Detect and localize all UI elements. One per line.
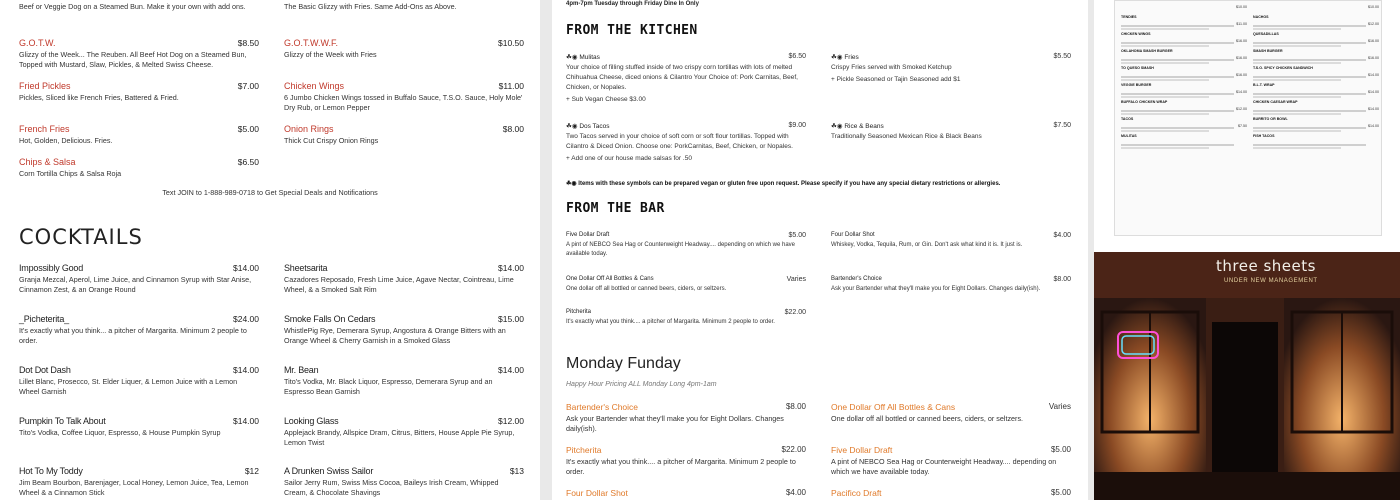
printed-item-price: $12.00 bbox=[1236, 107, 1247, 111]
monday-item bbox=[566, 445, 806, 478]
vegan-gluten-free-icon: ☘◉ bbox=[566, 181, 577, 187]
printed-menu-row bbox=[1253, 5, 1379, 18]
menu-item bbox=[19, 38, 259, 71]
item-price: Varies bbox=[1048, 402, 1071, 411]
cocktail-item bbox=[19, 416, 259, 438]
item-name: Five Dollar Draft bbox=[566, 232, 610, 238]
monday-item bbox=[566, 488, 806, 498]
printed-menu-row bbox=[1253, 73, 1379, 86]
item-price: $15.00 bbox=[498, 314, 524, 324]
storefront-sign: three sheets bbox=[1216, 257, 1316, 275]
item-name: Bartender's Choice bbox=[566, 402, 639, 412]
item-name: French Fries bbox=[19, 124, 70, 134]
item-description: Ask your Bartender what they'll make you for Eight Dollars. Changes daily(ish). bbox=[831, 286, 1041, 292]
item-description: It's exactly what you think.... a pitcher of Margarita. Minimum 2 people to order. bbox=[566, 457, 796, 477]
item-description: It's exactly what you think.... a pitcher of Margarita. Minimum 2 people to order. bbox=[566, 319, 775, 325]
cocktail-item bbox=[19, 365, 259, 398]
item-price: $8.50 bbox=[237, 38, 259, 48]
item-name: Pitcherita bbox=[566, 309, 592, 315]
printed-item-name: BURRITO OR BOWL bbox=[1253, 117, 1288, 121]
item-name: Smoke Falls On Cedars bbox=[284, 314, 376, 324]
item-description: Pickles, Sliced like French Fries, Battered & Fried. bbox=[19, 93, 179, 102]
printed-item-price: $16.00 bbox=[1236, 73, 1247, 77]
printed-item-name: VEGGIE BURGER bbox=[1121, 83, 1152, 87]
cocktail-item bbox=[284, 263, 524, 296]
printed-menu-row bbox=[1253, 90, 1379, 103]
storefront-photo bbox=[1094, 252, 1400, 500]
printed-item-name: TENDIES bbox=[1121, 15, 1137, 19]
printed-item-name: CHICKEN CAESAR WRAP bbox=[1253, 100, 1298, 104]
item-addon: + Pickle Seasoned or Tajin Seasoned add $1 bbox=[831, 76, 961, 84]
monday-item bbox=[831, 488, 1071, 498]
printed-item-price: $12.00 bbox=[1368, 22, 1379, 26]
printed-menu-row bbox=[1121, 107, 1247, 120]
printed-item-name: TACOS bbox=[1121, 117, 1134, 121]
item-description: A pint of NEBCO Sea Hag or Counterweight Headway.... depending on which we have available today. bbox=[566, 242, 796, 258]
monday-item bbox=[831, 445, 1071, 478]
item-name: Onion Rings bbox=[284, 124, 334, 134]
sms-notice: Text JOIN to 1-888-989-0718 to Get Special Deals and Notifications bbox=[162, 188, 378, 197]
item-price: $7.50 bbox=[1053, 122, 1071, 129]
item-price: Varies bbox=[786, 276, 806, 283]
cocktail-item bbox=[284, 314, 524, 347]
item-price: $5.50 bbox=[1053, 53, 1071, 60]
item-name: A Drunken Swiss Sailor bbox=[284, 466, 374, 476]
item-description: Two Tacos served in your choice of soft corn or soft flour tortillas. Topped with Cilantro & Diced Onion. Choose one: PorkCarnitas, Beef, Chicken, or Nopales. bbox=[566, 133, 793, 151]
printed-menu-row bbox=[1253, 124, 1379, 137]
printed-item-name: FISH TACOS bbox=[1253, 134, 1275, 138]
monday-item bbox=[831, 402, 1071, 424]
dietary-note-text: Items with these symbols can be prepared vegan or gluten free upon request. Please specify if you have any special dietary restrictions or allergies. bbox=[578, 181, 1001, 187]
item-name: Sheetsarita bbox=[284, 263, 328, 273]
item-price: $6.50 bbox=[788, 53, 806, 60]
item-name: Looking Glass bbox=[284, 416, 339, 426]
item-name: One Dollar Off All Bottles & Cans bbox=[566, 276, 654, 282]
printed-menu-row bbox=[1253, 39, 1379, 52]
item-description: Granja Mezcal, Aperol, Lime Juice, and Cinnamon Syrup with Star Anise, Cinnamon Zest, & an Orange Round bbox=[19, 275, 252, 295]
item-name: Fries bbox=[844, 54, 859, 61]
menu-item bbox=[284, 81, 524, 114]
item-name: Chicken Wings bbox=[284, 81, 345, 91]
item-name: Dos Tacos bbox=[579, 123, 610, 130]
printed-item-price: $14.00 bbox=[1368, 90, 1379, 94]
item-description: One dollar off all bottled or canned beers, ciders, or seltzers. bbox=[566, 286, 727, 292]
item-name: Fried Pickles bbox=[19, 81, 71, 91]
cocktails-heading: COCKTAILS bbox=[19, 225, 143, 249]
item-description: Whiskey, Vodka, Tequila, Rum, or Gin. Don't ask what kind it is. It just is. bbox=[831, 242, 1023, 248]
item-name: G.O.T.W.W.F. bbox=[284, 38, 338, 48]
printed-item-price: $16.00 bbox=[1236, 39, 1247, 43]
kitchen-item bbox=[831, 53, 1071, 85]
item-name: G.O.T.W. bbox=[19, 38, 56, 48]
printed-item-price: $10.00 bbox=[1368, 5, 1379, 9]
printed-item-name: TO QUESO SMASH bbox=[1121, 66, 1154, 70]
printed-menu-image bbox=[1114, 0, 1382, 236]
vegan-gluten-free-icon: ☘◉ bbox=[566, 54, 578, 61]
item-description: Your choice of filling stuffed inside of two crispy corn tortillas with lots of melted Chihuahua Cheese, diced onions & Cilantro Your Choice of: Pork Carnitas, Beef, Chicken, or Nopales. bbox=[566, 64, 798, 92]
item-price: $5.00 bbox=[237, 124, 259, 134]
printed-item-name: QUESADILLAS bbox=[1253, 32, 1279, 36]
printed-item-name: CHICKEN WINGS bbox=[1121, 32, 1151, 36]
printed-menu-row bbox=[1121, 5, 1247, 18]
printed-item-price: $16.00 bbox=[1368, 56, 1379, 60]
printed-menu-row bbox=[1121, 22, 1247, 35]
item-price: $12.00 bbox=[498, 416, 524, 426]
printed-item-price: $10.00 bbox=[1236, 5, 1247, 9]
printed-menu-row bbox=[1121, 56, 1247, 69]
item-addon: + Add one of our house made salsas for .50 bbox=[566, 155, 692, 163]
item-description: 6 Jumbo Chicken Wings tossed in Buffalo Sauce, T.S.O. Sauce, Holy Mole' Dry Rub, or Lemon Pepper bbox=[284, 93, 523, 113]
item-price: $6.50 bbox=[237, 157, 259, 167]
item-description: Tito's Vodka, Mr. Black Liquor, Espresso, Demerara Syrup and an Espresso Bean Garnish bbox=[284, 377, 493, 397]
dietary-note bbox=[566, 180, 1000, 187]
item-price: $8.00 bbox=[785, 402, 806, 411]
item-description: Hot, Golden, Delicious. Fries. bbox=[19, 136, 113, 145]
item-price: $14.00 bbox=[498, 263, 524, 273]
bar-item bbox=[831, 276, 1071, 294]
printed-item-name: OKLAHOMA SMASH BURGER bbox=[1121, 49, 1173, 53]
item-description: WhistlePig Rye, Demerara Syrup, Angostura & Orange Bitters with an Orange Wheel & Cherry Garnish in a Smoked Glass bbox=[284, 326, 506, 346]
vegan-gluten-free-icon: ☘◉ bbox=[831, 54, 843, 61]
item-price: $5.00 bbox=[1050, 445, 1071, 454]
item-description: Glizzy of the Week... The Reuben. All Beef Hot Dog on a Steamed Bun, Topped with Mustard, Slaw, Pickles, & Melted Swiss Cheese. bbox=[19, 50, 247, 70]
item-price: $5.00 bbox=[1050, 488, 1071, 497]
printed-item-price: $16.00 bbox=[1236, 56, 1247, 60]
cocktail-item bbox=[284, 416, 524, 449]
vegan-gluten-free-icon: ☘◉ bbox=[831, 123, 843, 130]
item-description: Traditionally Seasoned Mexican Rice & Black Beans bbox=[831, 133, 982, 140]
printed-menu-row bbox=[1121, 39, 1247, 52]
item-description: A pint of NEBCO Sea Hag or Counterweight Headway.... depending on which we have available today. bbox=[831, 457, 1057, 477]
printed-menu-left-column bbox=[1121, 5, 1247, 141]
item-description: Tito's Vodka, Coffee Liquor, Espresso, & House Pumpkin Syrup bbox=[19, 428, 221, 437]
printed-item-name: T.S.O. SPICY CHICKEN SANDWICH bbox=[1253, 66, 1313, 70]
storefront-subsign: UNDER NEW MANAGEMENT bbox=[1224, 278, 1318, 284]
item-price: $13 bbox=[509, 466, 524, 476]
menu-item bbox=[19, 124, 259, 146]
printed-menu-right-column bbox=[1253, 5, 1379, 141]
printed-item-price: $11.00 bbox=[1236, 22, 1247, 26]
kitchen-heading: FROM THE KITCHEN bbox=[566, 23, 698, 38]
storefront-illustration bbox=[1094, 252, 1400, 500]
item-description: Ask your Bartender what they'll make you for Eight Dollars. Changes daily(ish). bbox=[566, 414, 784, 434]
item-name: Pumpkin To Talk About bbox=[19, 416, 106, 426]
item-description: Beef or Veggie Dog on a Steamed Bun. Make it your own with add ons. bbox=[19, 2, 246, 11]
printed-item-name: BUFFALO CHICKEN WRAP bbox=[1121, 100, 1168, 104]
item-name: Dot Dot Dash bbox=[19, 365, 71, 375]
cocktail-item bbox=[19, 466, 259, 499]
menu-item bbox=[19, 0, 259, 12]
item-price: $7.00 bbox=[237, 81, 259, 91]
item-description: Thick Cut Crispy Onion Rings bbox=[284, 136, 379, 145]
item-name: Impossibly Good bbox=[19, 263, 84, 273]
bar-item bbox=[566, 276, 806, 294]
printed-item-name: SMASH BURGER bbox=[1253, 49, 1283, 53]
item-price: $24.00 bbox=[233, 314, 259, 324]
item-price: $10.50 bbox=[498, 38, 524, 48]
menu-panel-food-cocktails bbox=[0, 0, 540, 500]
printed-item-name: NACHOS bbox=[1253, 15, 1269, 19]
item-price: $14.00 bbox=[498, 365, 524, 375]
item-price: $14.00 bbox=[233, 263, 259, 273]
printed-item-price: $16.00 bbox=[1368, 39, 1379, 43]
item-description: Cazadores Reposado, Fresh Lime Juice, Agave Nectar, Cointreau, Lime Wheel, & a Smoked Salt Rim bbox=[284, 275, 514, 295]
printed-menu-row bbox=[1121, 90, 1247, 103]
item-price: $5.00 bbox=[788, 232, 806, 239]
printed-item-price: $14.00 bbox=[1368, 107, 1379, 111]
printed-menu-row bbox=[1253, 22, 1379, 35]
printed-item-name: B.L.T. WRAP bbox=[1253, 83, 1275, 87]
vegan-gluten-free-icon: ☘◉ bbox=[566, 123, 578, 130]
item-description: Corn Tortilla Chips & Salsa Roja bbox=[19, 169, 122, 178]
item-description: It's exactly what you think... a pitcher of Margarita. Minimum 2 people to order. bbox=[19, 326, 247, 346]
item-price: $14.00 bbox=[233, 365, 259, 375]
item-name: Rice & Beans bbox=[844, 123, 884, 130]
item-name: Chips & Salsa bbox=[19, 157, 76, 167]
item-price: $11.00 bbox=[498, 81, 524, 91]
item-price: $4.00 bbox=[785, 488, 806, 497]
printed-menu-row bbox=[1253, 107, 1379, 120]
printed-menu-row bbox=[1253, 56, 1379, 69]
cocktail-item bbox=[19, 314, 259, 347]
menu-item bbox=[284, 124, 524, 146]
item-description: Lillet Blanc, Prosecco, St. Elder Liquer, & Lemon Juice with a Lemon Wheel Garnish bbox=[19, 377, 238, 397]
item-price: $8.00 bbox=[502, 124, 524, 134]
item-description: Crispy Fries served with Smoked Ketchup bbox=[831, 64, 952, 71]
menu-item bbox=[284, 38, 524, 60]
item-name: Pitcherita bbox=[566, 445, 602, 455]
printed-item-price: $14.00 bbox=[1368, 124, 1379, 128]
cocktail-item bbox=[19, 263, 259, 296]
menu-item bbox=[284, 0, 524, 12]
item-name: Four Dollar Shot bbox=[831, 232, 875, 238]
item-name: Bartender's Choice bbox=[831, 276, 882, 282]
kitchen-item bbox=[566, 53, 806, 105]
printed-item-name: MULITAS bbox=[1121, 134, 1137, 138]
item-name: Pacifico Draft bbox=[831, 488, 882, 498]
printed-item-price: $14.00 bbox=[1368, 73, 1379, 77]
item-price: $4.00 bbox=[1053, 232, 1071, 239]
kitchen-item bbox=[566, 122, 806, 164]
item-description: Glizzy of the Week with Fries bbox=[284, 50, 377, 59]
item-description: Applejack Brandy, Allspice Dram, Citrus, Bitters, House Apple Pie Syrup, Lemon Twist bbox=[284, 428, 515, 448]
printed-item-price: $7.50 bbox=[1238, 124, 1247, 128]
item-description: The Basic Glizzy with Fries. Same Add-Ons as Above. bbox=[284, 2, 457, 11]
cocktail-item bbox=[284, 365, 524, 398]
item-price: $8.00 bbox=[1053, 276, 1071, 283]
monday-funday-heading: Monday Funday bbox=[566, 355, 681, 372]
item-addon: + Sub Vegan Cheese $3.00 bbox=[566, 96, 646, 104]
bar-item bbox=[566, 309, 806, 327]
happy-hour-hours: 4pm-7pm Tuesday through Friday Dine In Only bbox=[566, 1, 699, 7]
item-name: One Dollar Off All Bottles & Cans bbox=[831, 402, 956, 412]
printed-menu-row bbox=[1121, 73, 1247, 86]
item-name: Mulitas bbox=[579, 54, 600, 61]
item-name: Five Dollar Draft bbox=[831, 445, 893, 455]
item-price: $14.00 bbox=[233, 416, 259, 426]
cocktail-item bbox=[284, 466, 524, 499]
printed-menu-row bbox=[1121, 124, 1247, 137]
bar-item bbox=[566, 232, 806, 260]
menu-item bbox=[19, 81, 259, 103]
bar-item bbox=[831, 232, 1071, 250]
item-name: Four Dollar Shot bbox=[566, 488, 628, 498]
item-description: Sailor Jerry Rum, Swiss Miss Cocoa, Baileys Irish Cream, Whipped Cream, & Chocolate Shavings bbox=[284, 478, 499, 498]
item-price: $22.00 bbox=[781, 445, 806, 454]
bar-heading: FROM THE BAR bbox=[566, 201, 665, 216]
item-price: $12 bbox=[244, 466, 259, 476]
item-price: $22.00 bbox=[784, 309, 806, 316]
item-description: Jim Beam Bourbon, Barenjager, Local Honey, Lemon Juice, Tea, Lemon Wheel & a Cinnamon Stick bbox=[19, 478, 249, 498]
item-description: One dollar off all bottled or canned beers, ciders, or seltzers. bbox=[831, 414, 1024, 423]
menu-item bbox=[19, 157, 259, 179]
kitchen-item bbox=[831, 122, 1071, 142]
menu-panel-happy-hour bbox=[552, 0, 1088, 500]
monday-funday-subtitle: Happy Hour Pricing ALL Monday Long 4pm-1am bbox=[566, 381, 717, 388]
item-name: Mr. Bean bbox=[284, 365, 319, 375]
item-price: $9.00 bbox=[788, 122, 806, 129]
monday-item bbox=[566, 402, 806, 435]
printed-item-price: $14.00 bbox=[1236, 90, 1247, 94]
image-panel bbox=[1094, 0, 1400, 500]
item-name: _Picheterita_ bbox=[19, 314, 69, 324]
item-name: Hot To My Toddy bbox=[19, 466, 83, 476]
